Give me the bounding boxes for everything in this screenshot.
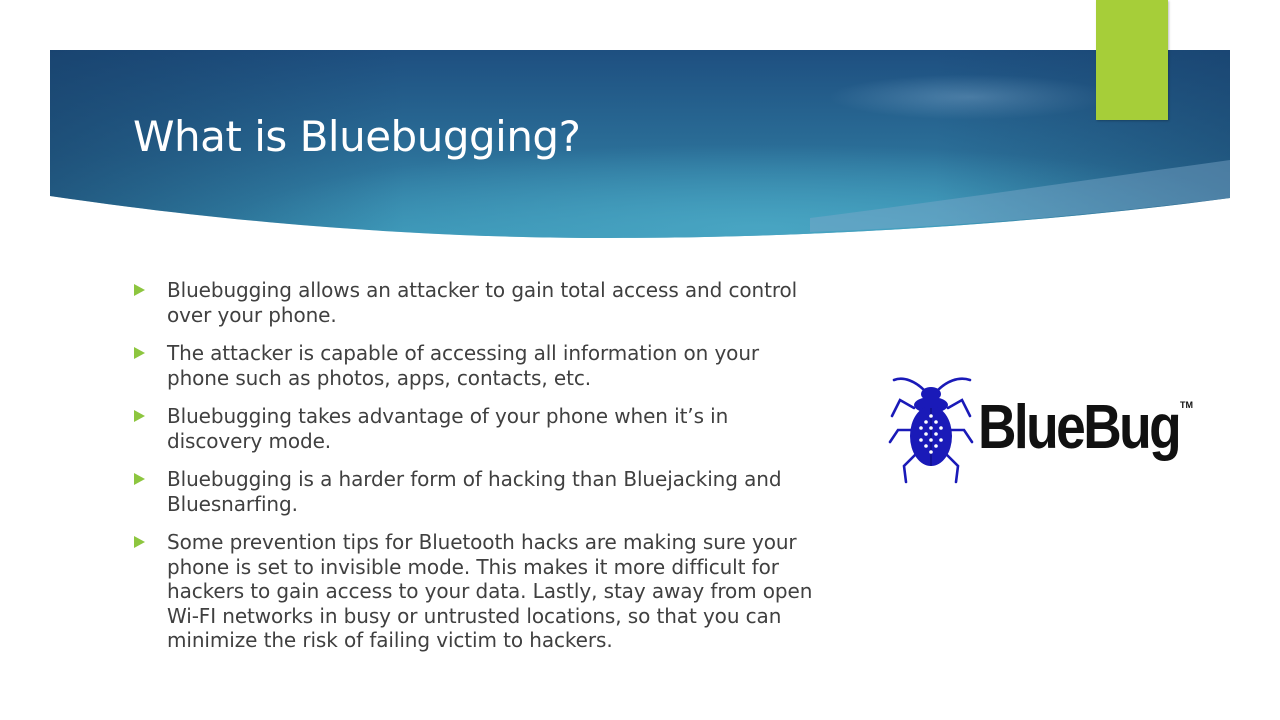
- bullet-text: Bluebugging is a harder form of hacking than Bluejacking and Bluesnarfing.: [167, 467, 782, 516]
- arrow-bullet-icon: [134, 284, 145, 296]
- bullet-text: Bluebugging allows an attacker to gain total access and control over your phone.: [167, 278, 798, 327]
- arrow-bullet-icon: [134, 473, 145, 485]
- trademark-mark: TM: [1180, 400, 1193, 410]
- bluebug-logo: [886, 372, 1206, 487]
- bullet-text: The attacker is capable of accessing all information on your phone such as photos, apps, contacts, etc.: [167, 341, 760, 390]
- accent-tab: [1096, 0, 1168, 120]
- list-item: [132, 530, 822, 653]
- bullet-list: [132, 278, 822, 667]
- bullet-text: Some prevention tips for Bluetooth hacks are making sure your phone is set to invisible mode. This makes it more difficult for hackers to gain access to your data. Lastly, stay away from open Wi-FI networks in busy or untrusted locations, so that you can minimize the risk of failing victim to hackers.: [167, 530, 813, 652]
- bullet-text: Bluebugging takes advantage of your phone when it’s in discovery mode.: [167, 404, 729, 453]
- list-item: [132, 467, 822, 516]
- arrow-bullet-icon: [134, 347, 145, 359]
- slide-title: What is Bluebugging?: [133, 112, 581, 161]
- list-item: [132, 341, 822, 390]
- list-item: [132, 404, 822, 453]
- arrow-bullet-icon: [134, 410, 145, 422]
- arrow-bullet-icon: [134, 536, 145, 548]
- logo-wordmark: BlueBug: [978, 393, 1180, 462]
- beetle-icon: [886, 372, 976, 487]
- list-item: [132, 278, 822, 327]
